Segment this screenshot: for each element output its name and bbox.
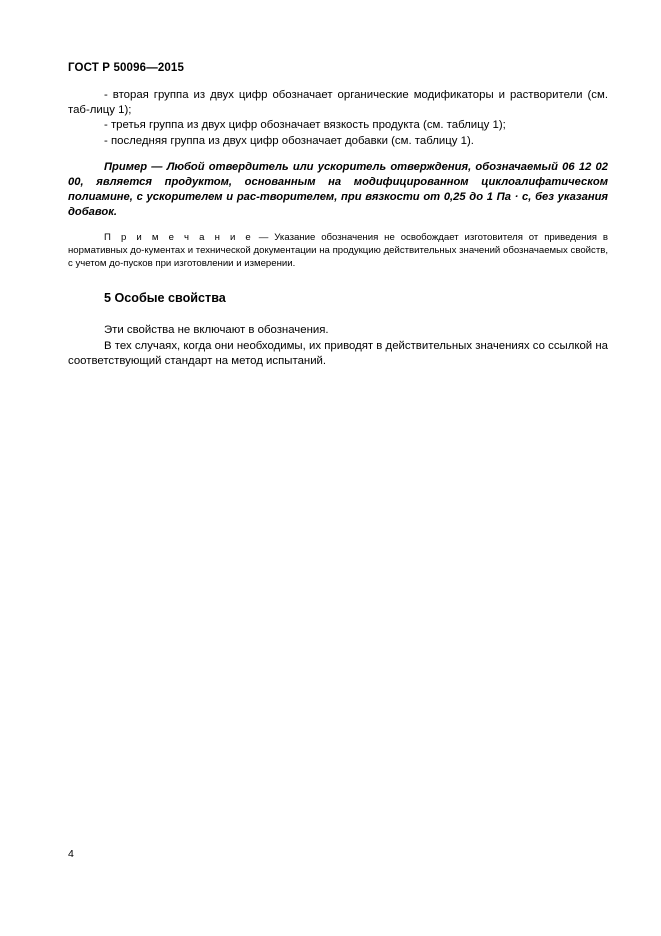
spacer [68,270,608,291]
spacer [68,149,608,160]
note-text: — Указание обозначения не освобождает изготовителя от приведения в нормативных до-кументах и технической документации на продукцию действительных значений обозначаемых свойств, с учетом до-пусков при изготовлении и измерении. [68,231,608,270]
page-content [68,88,608,369]
section-paragraph-2: В тех случаях, когда они необходимы, их приводят в действительных значениях со ссылкой на соответствующий стандарт на метод испытаний. [68,339,608,368]
spacer [68,221,608,231]
list-item-second-group: - вторая группа из двух цифр обозначает органические модификаторы и растворители (см. таб-лицу 1); [68,89,608,117]
section-paragraph-1: Эти свойства не включают в обозначения. [104,324,329,337]
list-item-third-group: - третья группа из двух цифр обозначает вязкость продукта (см. таблицу 1); [104,119,506,132]
spacer [68,305,608,323]
running-head-standard-number: ГОСТ Р 50096—2015 [68,62,185,74]
page-number: 4 [68,848,74,860]
list-item-last-group: - последняя группа из двух цифр обозначает добавки (см. таблицу 1). [104,134,474,147]
section-heading-special-properties: 5 Особые свойства [104,291,226,306]
note-label: П р и м е ч а н и е [104,231,253,243]
example-paragraph: Пример — Любой отвердитель или ускоритель отверждения, обозначаемый 06 12 02 00, является продуктом, основанным на модифицированном циклоалифатическом полиамине, с ускорителем и рас-творителем, при вязкости от 0,25 до 1 Па · с, без указания добавок. [68,160,608,219]
note-paragraph [68,231,608,271]
